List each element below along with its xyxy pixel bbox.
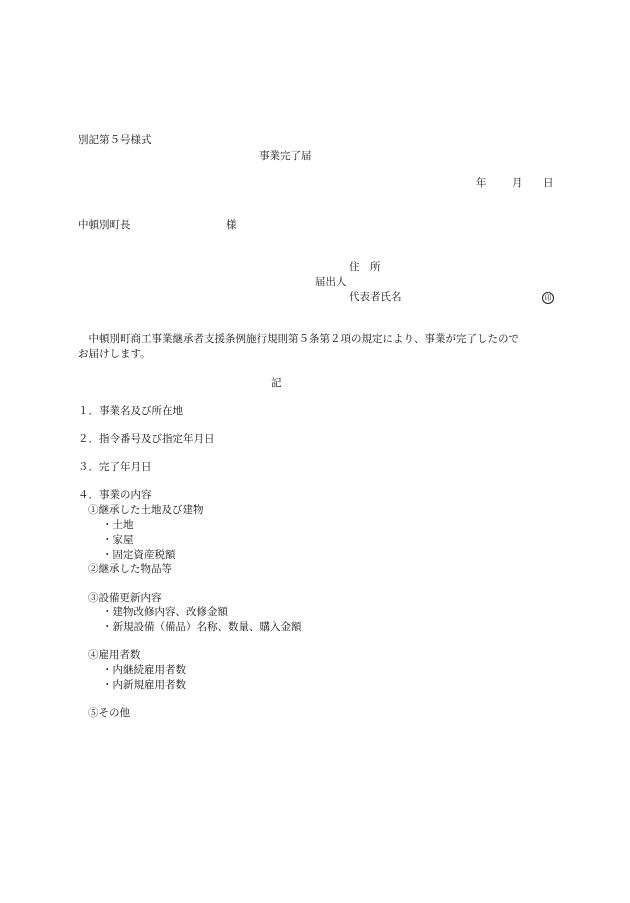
- item-1: １．事業名及び所在地: [78, 405, 183, 417]
- subitem-3: ③設備更新内容: [88, 592, 162, 604]
- subitem-4-new: ・内新規雇用者数: [102, 679, 186, 691]
- subitem-3-renovation: ・建物改修内容、改修金額: [102, 606, 228, 618]
- addressee-name: 中頓別町長: [78, 219, 131, 231]
- ki-heading: 記: [271, 377, 282, 389]
- subitem-4: ④雇用者数: [88, 649, 141, 661]
- subitem-1-house: ・家屋: [102, 534, 134, 546]
- address-label: 住 所: [349, 261, 381, 273]
- body-text-line2: お届けします。: [78, 348, 151, 360]
- subitem-1: ①継承した土地及び建物: [88, 504, 204, 516]
- subitem-1-land: ・土地: [102, 519, 134, 531]
- subitem-3-equipment: ・新規設備（備品）名称、数量、購入金額: [102, 621, 302, 633]
- document-title: 事業完了届: [259, 150, 312, 162]
- item-3: ３．完了年月日: [78, 461, 152, 473]
- seal-mark: 印: [542, 292, 554, 304]
- date-day-label: 日: [543, 177, 554, 189]
- subitem-1-tax: ・固定資産税額: [102, 549, 176, 561]
- body-text-line1: 中頓別町商工事業継承者支援条例施行規則第５条第２項の規定により、事業が完了したので: [78, 333, 519, 345]
- item-4: ４．事業の内容: [78, 489, 152, 501]
- subitem-4-continuing: ・内継続雇用者数: [102, 664, 186, 676]
- subitem-5: ⑤その他: [88, 707, 130, 719]
- date-year-label: 年: [476, 177, 487, 189]
- subitem-2: ②継承した物品等: [88, 563, 172, 575]
- date-month-label: 月: [512, 177, 523, 189]
- addressee-honorific: 様: [226, 219, 237, 231]
- form-number: 別記第５号様式: [78, 134, 152, 146]
- item-2: ２．指令番号及び指定年月日: [78, 433, 215, 445]
- applicant-label: 届出人: [315, 276, 347, 288]
- representative-label: 代表者氏名: [349, 291, 402, 303]
